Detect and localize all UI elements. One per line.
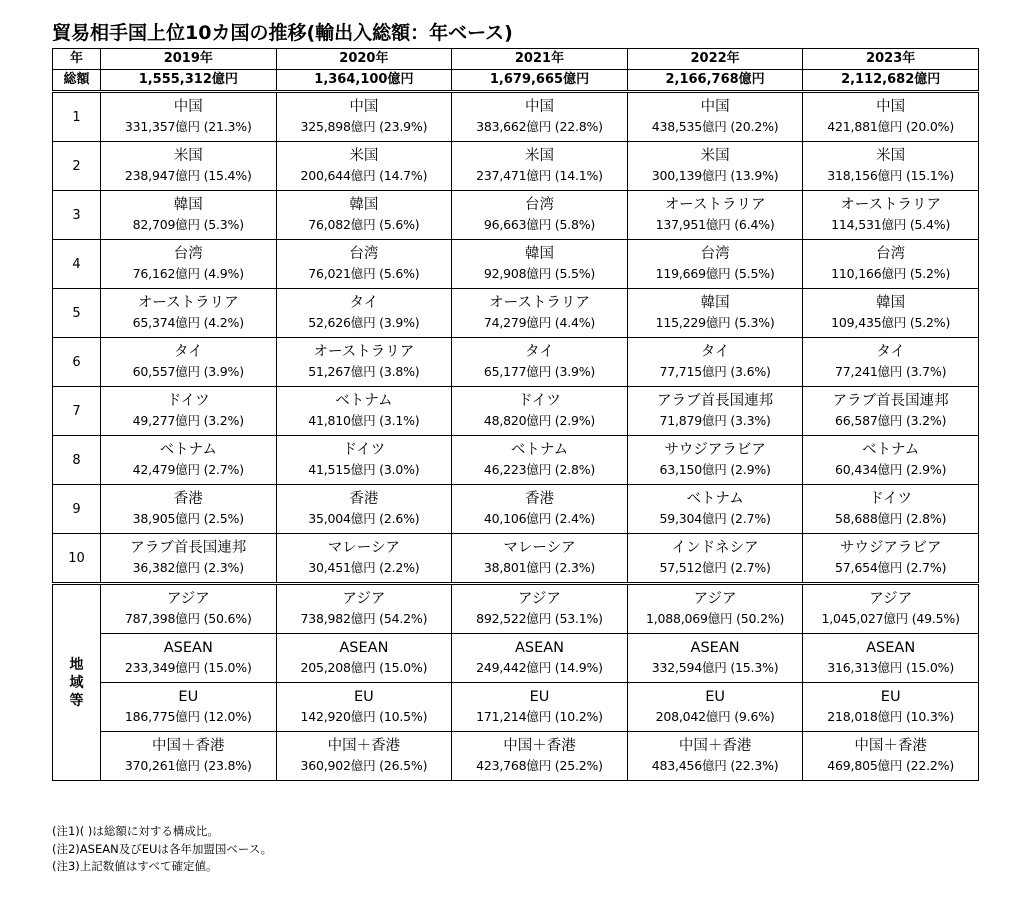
rank-number: 10 <box>53 534 101 584</box>
rank-number: 6 <box>53 338 101 387</box>
rank-row <box>53 436 979 485</box>
trade-value: 483,456億円 (22.3%) <box>651 758 779 773</box>
trade-value: 92,908億円 (5.5%) <box>483 266 596 281</box>
country-cell <box>452 240 628 289</box>
rank-number: 2 <box>53 142 101 191</box>
trade-value: 370,261億円 (23.8%) <box>124 758 252 773</box>
region-label-char: 等 <box>69 692 84 709</box>
trade-value: 48,820億円 (2.9%) <box>483 413 596 428</box>
country-cell <box>276 584 452 634</box>
country-name: 中国 <box>349 99 379 115</box>
country-cell <box>276 732 452 781</box>
country-name: アジア <box>166 591 210 607</box>
country-name: ベトナム <box>686 491 744 507</box>
country-cell <box>803 683 979 732</box>
country-cell <box>803 634 979 683</box>
country-name: 韓国 <box>173 197 203 213</box>
trade-value: 300,139億円 (13.9%) <box>651 168 779 183</box>
year-header-label: 年 <box>53 49 101 70</box>
year-header-row <box>53 49 979 70</box>
country-name: 中国 <box>876 99 906 115</box>
country-name: 中国 <box>700 99 730 115</box>
country-cell <box>276 92 452 142</box>
country-cell <box>276 485 452 534</box>
country-name: 台湾 <box>524 197 554 213</box>
trade-value: 49,277億円 (3.2%) <box>132 413 244 428</box>
country-name: 中国＋香港 <box>327 738 401 754</box>
trade-value: 46,223億円 (2.8%) <box>483 462 596 477</box>
country-cell <box>627 240 803 289</box>
country-name: ASEAN <box>163 640 213 656</box>
footnote: (注2)ASEAN及びEUは各年加盟国ベース。 <box>52 841 273 856</box>
country-name: EU <box>529 689 550 705</box>
country-name: ASEAN <box>690 640 740 656</box>
country-cell <box>101 732 277 781</box>
trade-value: 65,374億円 (4.2%) <box>132 315 244 330</box>
country-name: アジア <box>342 591 386 607</box>
country-cell <box>452 436 628 485</box>
trade-value: 114,531億円 (5.4%) <box>831 217 951 232</box>
country-cell <box>452 634 628 683</box>
country-name: タイ <box>349 295 379 311</box>
trade-value: 77,241億円 (3.7%) <box>835 364 947 379</box>
country-cell <box>101 634 277 683</box>
trade-value: 38,801億円 (2.3%) <box>483 560 596 575</box>
country-cell <box>803 534 979 584</box>
country-cell <box>452 92 628 142</box>
country-name: ASEAN <box>339 640 389 656</box>
country-cell <box>276 191 452 240</box>
country-name: ドイツ <box>869 491 913 507</box>
country-name: 台湾 <box>700 246 730 262</box>
country-name: 台湾 <box>349 246 379 262</box>
footnote: (注1)( )は総額に対する構成比。 <box>52 824 219 838</box>
rank-row <box>53 240 979 289</box>
trade-value: 738,982億円 (54.2%) <box>300 611 428 626</box>
country-cell <box>803 240 979 289</box>
country-cell <box>803 338 979 387</box>
country-cell <box>627 534 803 584</box>
country-name: 香港 <box>173 491 203 507</box>
country-name: 韓国 <box>349 197 379 213</box>
country-cell <box>452 191 628 240</box>
country-cell <box>276 534 452 584</box>
country-cell <box>803 485 979 534</box>
country-name: ベトナム <box>159 442 217 458</box>
rank-row <box>53 191 979 240</box>
trade-value: 82,709億円 (5.3%) <box>132 217 244 232</box>
page-title: 貿易相手国上位10カ国の推移(輸出入総額：年ベース) <box>52 22 513 44</box>
trade-value: 96,663億円 (5.8%) <box>483 217 596 232</box>
country-cell <box>276 683 452 732</box>
trade-value: 233,349億円 (15.0%) <box>124 660 252 675</box>
country-name: 台湾 <box>876 246 906 262</box>
country-name: ドイツ <box>166 393 210 409</box>
country-name: アラブ首長国連邦 <box>130 540 247 556</box>
trade-value: 115,229億円 (5.3%) <box>655 315 775 330</box>
trade-value: 77,715億円 (3.6%) <box>659 364 771 379</box>
total-cell: 1,364,100億円 <box>276 70 452 92</box>
country-cell <box>101 289 277 338</box>
trade-value: 421,881億円 (20.0%) <box>827 119 955 134</box>
rank-row <box>53 142 979 191</box>
country-cell <box>803 191 979 240</box>
country-cell <box>627 683 803 732</box>
country-cell <box>803 142 979 191</box>
trade-value: 186,775億円 (12.0%) <box>124 709 252 724</box>
trade-value: 40,106億円 (2.4%) <box>483 511 596 526</box>
trade-value: 42,479億円 (2.7%) <box>132 462 244 477</box>
trade-value: 38,905億円 (2.5%) <box>132 511 244 526</box>
trade-value: 36,382億円 (2.3%) <box>132 560 244 575</box>
country-cell <box>276 338 452 387</box>
trade-value: 58,688億円 (2.8%) <box>835 511 947 526</box>
trade-value: 200,644億円 (14.7%) <box>300 168 428 183</box>
year-header-cell: 2019年 <box>101 49 277 70</box>
trade-value: 332,594億円 (15.3%) <box>651 660 779 675</box>
rank-row <box>53 485 979 534</box>
trade-value: 249,442億円 (14.9%) <box>476 660 603 675</box>
country-name: ASEAN <box>514 640 565 656</box>
country-cell <box>627 191 803 240</box>
region-label-char: 域 <box>69 674 84 691</box>
country-name: オーストラリア <box>664 197 766 213</box>
country-name: インドネシア <box>671 540 759 556</box>
country-cell <box>276 634 452 683</box>
trade-value: 423,768億円 (25.2%) <box>476 758 603 773</box>
trade-value: 119,669億円 (5.5%) <box>655 266 775 281</box>
country-cell <box>803 436 979 485</box>
total-cell: 2,166,768億円 <box>627 70 803 92</box>
rank-number: 1 <box>53 92 101 142</box>
trade-value: 60,557億円 (3.9%) <box>132 364 244 379</box>
country-name: EU <box>354 689 374 705</box>
country-cell <box>101 683 277 732</box>
rank-number: 4 <box>53 240 101 289</box>
country-name: オーストラリア <box>313 344 415 360</box>
rank-number: 8 <box>53 436 101 485</box>
country-name: 香港 <box>524 491 554 507</box>
trade-value: 137,951億円 (6.4%) <box>655 217 775 232</box>
country-name: タイ <box>876 344 906 360</box>
country-cell <box>803 92 979 142</box>
country-cell <box>276 289 452 338</box>
country-name: 中国 <box>173 99 203 115</box>
country-name: サウジアラビア <box>664 442 766 458</box>
country-cell <box>276 387 452 436</box>
rank-number: 5 <box>53 289 101 338</box>
trade-value: 316,313億円 (15.0%) <box>827 660 955 675</box>
country-cell <box>276 142 452 191</box>
total-cell: 2,112,682億円 <box>803 70 979 92</box>
country-cell <box>627 732 803 781</box>
rank-number: 9 <box>53 485 101 534</box>
country-cell <box>452 485 628 534</box>
trade-value: 110,166億円 (5.2%) <box>831 266 951 281</box>
country-cell <box>452 289 628 338</box>
footnote: (注3)上記数値はすべて確定値。 <box>52 859 218 873</box>
region-row <box>53 584 979 634</box>
year-header-cell: 2020年 <box>276 49 452 70</box>
country-name: アジア <box>869 591 913 607</box>
trade-value: 383,662億円 (22.8%) <box>476 119 603 134</box>
country-name: タイ <box>700 344 730 360</box>
country-name: タイ <box>525 344 554 360</box>
country-name: 米国 <box>173 148 203 164</box>
trade-value: 57,512億円 (2.7%) <box>659 560 771 575</box>
country-cell <box>101 485 277 534</box>
country-cell <box>452 338 628 387</box>
trade-value: 205,208億円 (15.0%) <box>300 660 428 675</box>
rank-row <box>53 387 979 436</box>
country-cell <box>452 683 628 732</box>
country-cell <box>627 289 803 338</box>
country-cell <box>276 436 452 485</box>
country-name: 韓国 <box>524 246 554 262</box>
trade-value: 318,156億円 (15.1%) <box>827 168 955 183</box>
country-name: 米国 <box>700 148 730 164</box>
country-cell <box>627 584 803 634</box>
trade-value: 59,304億円 (2.7%) <box>659 511 771 526</box>
trade-value: 325,898億円 (23.9%) <box>300 119 428 134</box>
country-name: サウジアラビア <box>839 540 942 556</box>
region-label-char: 地 <box>69 656 84 673</box>
trade-value: 238,947億円 (15.4%) <box>124 168 252 183</box>
total-row <box>53 70 979 92</box>
country-cell <box>627 338 803 387</box>
trade-value: 74,279億円 (4.4%) <box>483 315 596 330</box>
country-name: アラブ首長国連邦 <box>657 393 774 409</box>
country-cell <box>627 634 803 683</box>
country-cell <box>101 142 277 191</box>
country-cell <box>803 289 979 338</box>
rank-number: 7 <box>53 387 101 436</box>
trade-value: 57,654億円 (2.7%) <box>835 560 947 575</box>
trade-value: 142,920億円 (10.5%) <box>300 709 428 724</box>
rank-row <box>53 289 979 338</box>
country-name: 香港 <box>349 491 379 507</box>
country-cell <box>101 240 277 289</box>
country-name: マレーシア <box>503 540 576 556</box>
trade-value: 360,902億円 (26.5%) <box>300 758 428 773</box>
trade-value: 76,082億円 (5.6%) <box>308 217 420 232</box>
trade-value: 76,021億円 (5.6%) <box>308 266 420 281</box>
country-cell <box>452 584 628 634</box>
country-cell <box>452 732 628 781</box>
trade-value: 109,435億円 (5.2%) <box>831 315 951 330</box>
trade-partner-table <box>52 48 979 781</box>
country-name: 中国＋香港 <box>678 738 752 754</box>
country-cell <box>101 436 277 485</box>
country-cell <box>803 387 979 436</box>
country-cell <box>101 191 277 240</box>
trade-value: 63,150億円 (2.9%) <box>659 462 771 477</box>
region-label <box>53 584 101 781</box>
trade-value: 41,515億円 (3.0%) <box>308 462 420 477</box>
country-cell <box>452 387 628 436</box>
trade-value: 66,587億円 (3.2%) <box>835 413 947 428</box>
trade-value: 218,018億円 (10.3%) <box>827 709 955 724</box>
trade-value: 469,805億円 (22.2%) <box>827 758 955 773</box>
trade-value: 71,879億円 (3.3%) <box>659 413 771 428</box>
country-cell <box>803 584 979 634</box>
country-cell <box>101 387 277 436</box>
country-name: 米国 <box>349 148 379 164</box>
country-name: EU <box>880 689 901 705</box>
table-body <box>53 49 979 781</box>
trade-value: 892,522億円 (53.1%) <box>476 611 603 626</box>
country-cell <box>101 534 277 584</box>
trade-value: 65,177億円 (3.9%) <box>483 364 596 379</box>
country-name: ベトナム <box>510 442 569 458</box>
rank-number: 3 <box>53 191 101 240</box>
country-name: 中国＋香港 <box>854 738 927 754</box>
country-cell <box>627 436 803 485</box>
country-cell <box>627 142 803 191</box>
trade-value: 60,434億円 (2.9%) <box>835 462 947 477</box>
rank-row <box>53 534 979 584</box>
country-cell <box>452 142 628 191</box>
country-name: 米国 <box>876 148 906 164</box>
country-name: マレーシア <box>327 540 400 556</box>
trade-value: 51,267億円 (3.8%) <box>308 364 420 379</box>
country-name: アジア <box>518 591 561 607</box>
country-cell <box>627 485 803 534</box>
country-cell <box>101 338 277 387</box>
country-name: ベトナム <box>335 393 393 409</box>
country-name: アラブ首長国連邦 <box>832 393 949 409</box>
country-name: アジア <box>693 591 737 607</box>
country-cell <box>101 584 277 634</box>
country-name: オーストラリア <box>137 295 239 311</box>
country-cell <box>627 92 803 142</box>
rank-row <box>53 338 979 387</box>
trade-value: 1,045,027億円 (49.5%) <box>821 611 960 626</box>
trade-value: 171,214億円 (10.2%) <box>476 709 603 724</box>
country-name: 中国＋香港 <box>152 738 225 754</box>
country-cell <box>803 732 979 781</box>
country-name: 米国 <box>524 148 554 164</box>
country-name: EU <box>178 689 199 705</box>
country-name: ドイツ <box>518 393 561 409</box>
trade-value: 787,398億円 (50.6%) <box>124 611 252 626</box>
region-row <box>53 732 979 781</box>
country-cell <box>101 92 277 142</box>
country-name: EU <box>705 689 725 705</box>
country-name: 台湾 <box>173 246 203 262</box>
trade-value: 1,088,069億円 (50.2%) <box>645 611 785 626</box>
country-name: 中国 <box>524 99 554 115</box>
country-name: ベトナム <box>862 442 920 458</box>
country-name: オーストラリア <box>489 295 590 311</box>
country-name: 韓国 <box>876 295 906 311</box>
country-name: オーストラリア <box>840 197 942 213</box>
country-name: タイ <box>173 344 203 360</box>
country-name: 韓国 <box>700 295 730 311</box>
country-name: ドイツ <box>342 442 386 458</box>
region-row <box>53 683 979 732</box>
country-name: ASEAN <box>866 640 916 656</box>
total-label: 総額 <box>53 70 101 92</box>
trade-value: 30,451億円 (2.2%) <box>308 560 420 575</box>
country-cell <box>276 240 452 289</box>
rank-row <box>53 92 979 142</box>
country-name: 中国＋香港 <box>503 738 576 754</box>
trade-value: 438,535億円 (20.2%) <box>651 119 779 134</box>
total-cell: 1,679,665億円 <box>452 70 628 92</box>
region-row <box>53 634 979 683</box>
trade-value: 52,626億円 (3.9%) <box>308 315 420 330</box>
trade-value: 76,162億円 (4.9%) <box>132 266 244 281</box>
country-cell <box>627 387 803 436</box>
year-header-cell: 2022年 <box>627 49 803 70</box>
total-cell: 1,555,312億円 <box>101 70 277 92</box>
trade-value: 41,810億円 (3.1%) <box>308 413 420 428</box>
trade-value: 35,004億円 (2.6%) <box>308 511 420 526</box>
trade-value: 208,042億円 (9.6%) <box>655 709 775 724</box>
country-cell <box>452 534 628 584</box>
year-header-cell: 2023年 <box>803 49 979 70</box>
year-header-cell: 2021年 <box>452 49 628 70</box>
trade-value: 237,471億円 (14.1%) <box>476 168 603 183</box>
footnotes <box>52 823 272 876</box>
trade-value: 331,357億円 (21.3%) <box>124 119 252 134</box>
